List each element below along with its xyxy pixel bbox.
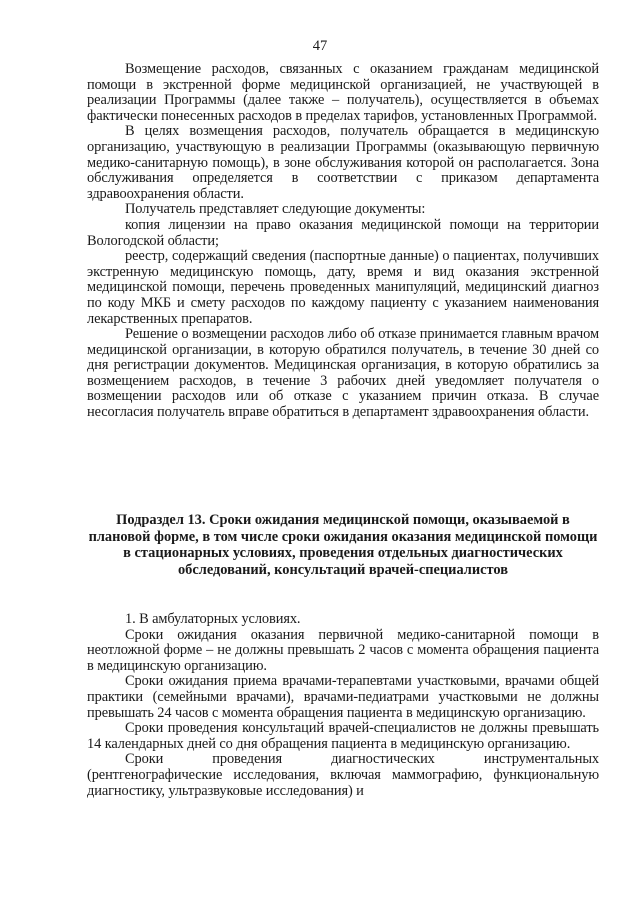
page-number: 47: [312, 38, 328, 54]
paragraph: Получатель представляет следующие документы:: [125, 201, 426, 218]
paragraph: Сроки ожидания оказания первичной медико-санитарной помощи в неотложной форме – не должны превышать 2 часов с момента обращения пациента в медицинскую организацию.: [87, 626, 599, 674]
paragraph: Сроки ожидания приема врачами-терапевтами участковыми, врачами общей практики (семейными врачами), врачами-педиатрами участковыми не должны превышать 24 часов с момента обращения пациента в медицинскую организацию.: [87, 673, 599, 721]
body-text-bottom: [87, 612, 599, 799]
paragraph: Сроки проведения консультаций врачей-специалистов не должны превышать 14 календарных дней со дня обращения пациента в медицинскую организацию.: [87, 720, 599, 752]
paragraph: 1. В амбулаторных условиях.: [125, 611, 301, 627]
paragraph: реестр, содержащий сведения (паспортные данные) о пациентах, получивших экстренную медицинскую помощь, дату, время и вид оказания экстренной медицинской помощи, перечень проведенных манипуляций, медицинский диагноз по коду МКБ и смету расходов по каждому пациенту с указанием наименования лекарственных препаратов.: [87, 248, 599, 327]
paragraph: В целях возмещения расходов, получатель обращается в медицинскую организацию, участвующую в реализации Программы (оказывающую первичную медико-санитарную помощь), в зоне обслуживания которой он располагается. Зона обслуживания определяется в соответствии с приказом департамента здравоохранения области.: [87, 123, 599, 202]
body-text-top: [87, 62, 599, 421]
paragraph: Возмещение расходов, связанных с оказанием гражданам медицинской помощи в экстренной форме медицинской организацией, не участвующей в реализации Программы (далее также – получатель), осуществляется в объемах фактически понесенных расходов в пределах тарифов, установленных Программой.: [87, 61, 599, 124]
paragraph: Решение о возмещении расходов либо об отказе принимается главным врачом медицинской организации, в которую обратился получатель, в течение 30 дней со дня регистрации документов. Медицинская организация, в которую обратились за возмещением расходов, в течение 3 рабочих дней уведомляет получателя о возмещении расходов или об отказе с указанием причин отказа. В случае несогласия получатель вправе обратиться в департамент здравоохранения области.: [87, 326, 599, 421]
paragraph: Сроки проведения диагностических инструментальных (рентгенографические исследования, включая маммографию, функциональную диагностику, ультразвуковые исследования) и: [87, 751, 599, 799]
paragraph: копия лицензии на право оказания медицинской помощи на территории Вологодской области;: [87, 216, 599, 249]
section-heading: Подраздел 13. Сроки ожидания медицинской помощи, оказываемой в плановой форме, в том числе сроки ожидания оказания медицинской помощи в стационарных условиях, проведения отдельных диагностических обследований, консультаций врачей-специалистов: [88, 512, 598, 578]
